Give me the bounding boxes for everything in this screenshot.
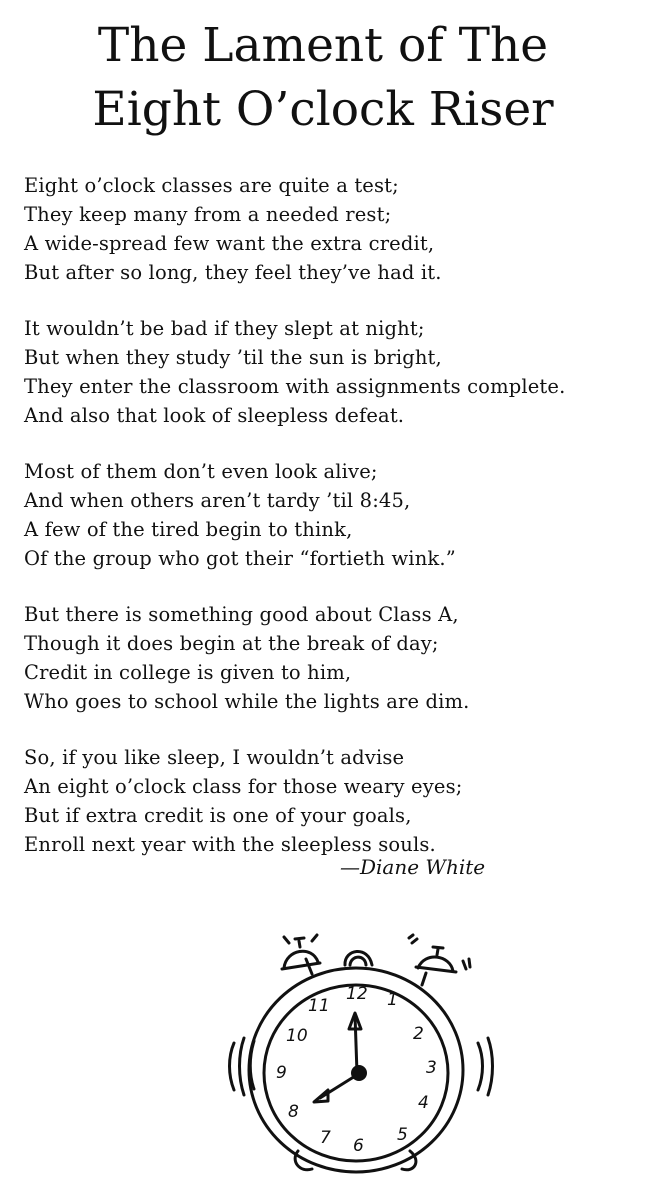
stanza-5 <box>24 743 634 859</box>
poem-line: Though it does begin at the break of day; <box>24 632 439 655</box>
poem-line: A few of the tired begin to think, <box>24 518 353 541</box>
stanza-3 <box>24 457 634 573</box>
clock-numeral: 2 <box>413 1024 424 1044</box>
poem-line: They keep many from a needed rest; <box>24 203 392 226</box>
clock-numeral: 1 <box>387 990 398 1010</box>
poem-title-line-2: Eight O’clock Riser <box>92 82 554 137</box>
clock-numeral: 4 <box>418 1093 429 1113</box>
poem-line: Credit in college is given to him, <box>24 661 352 684</box>
clock-numeral: 7 <box>320 1128 331 1148</box>
alarm-clock-icon <box>200 925 500 1187</box>
poem-line: It wouldn’t be bad if they slept at night; <box>24 317 425 340</box>
clock-numeral: 8 <box>288 1102 299 1122</box>
clock-numeral: 11 <box>308 996 330 1016</box>
poem-line: They enter the classroom with assignments complete. <box>24 375 566 398</box>
poem-line: But if extra credit is one of your goals, <box>24 804 412 827</box>
stanza-1 <box>24 171 634 287</box>
clock-numeral: 9 <box>276 1063 287 1083</box>
poem-line: But there is something good about Class A, <box>24 603 459 626</box>
poem-line: But when they study ’til the sun is bright, <box>24 346 442 369</box>
poem-line: Most of them don’t even look alive; <box>24 460 378 483</box>
clock-numeral: 12 <box>346 984 368 1004</box>
poem-title-line-1: The Lament of The <box>97 18 549 73</box>
clock-numeral: 6 <box>353 1136 364 1156</box>
right-bell <box>409 935 470 985</box>
clock-numeral: 5 <box>397 1125 408 1145</box>
poem-title <box>0 14 646 142</box>
clock-numeral: 3 <box>426 1058 437 1078</box>
poem-author: —Diane White <box>340 855 486 879</box>
poem-line: Who goes to school while the lights are dim. <box>24 690 470 713</box>
clock-numeral: 10 <box>286 1026 308 1046</box>
poem-body <box>24 171 634 886</box>
poem-line: And also that look of sleepless defeat. <box>24 404 405 427</box>
left-bell <box>282 935 320 974</box>
stanza-2 <box>24 314 634 430</box>
poem-line: An eight o’clock class for those weary eyes; <box>24 775 463 798</box>
clock-center-pin <box>351 1065 367 1081</box>
minute-hand <box>355 1015 357 1073</box>
stanza-4 <box>24 600 634 716</box>
poem-line: And when others aren’t tardy ’til 8:45, <box>24 489 411 512</box>
poem-line: Enroll next year with the sleepless souls. <box>24 833 436 856</box>
poem-line: So, if you like sleep, I wouldn’t advise <box>24 746 405 769</box>
poem-line: Eight o’clock classes are quite a test; <box>24 174 399 197</box>
poem-line: Of the group who got their “fortieth wink.” <box>24 547 456 570</box>
poem-line: But after so long, they feel they’ve had it. <box>24 261 442 284</box>
poem-line: A wide-spread few want the extra credit, <box>24 232 435 255</box>
